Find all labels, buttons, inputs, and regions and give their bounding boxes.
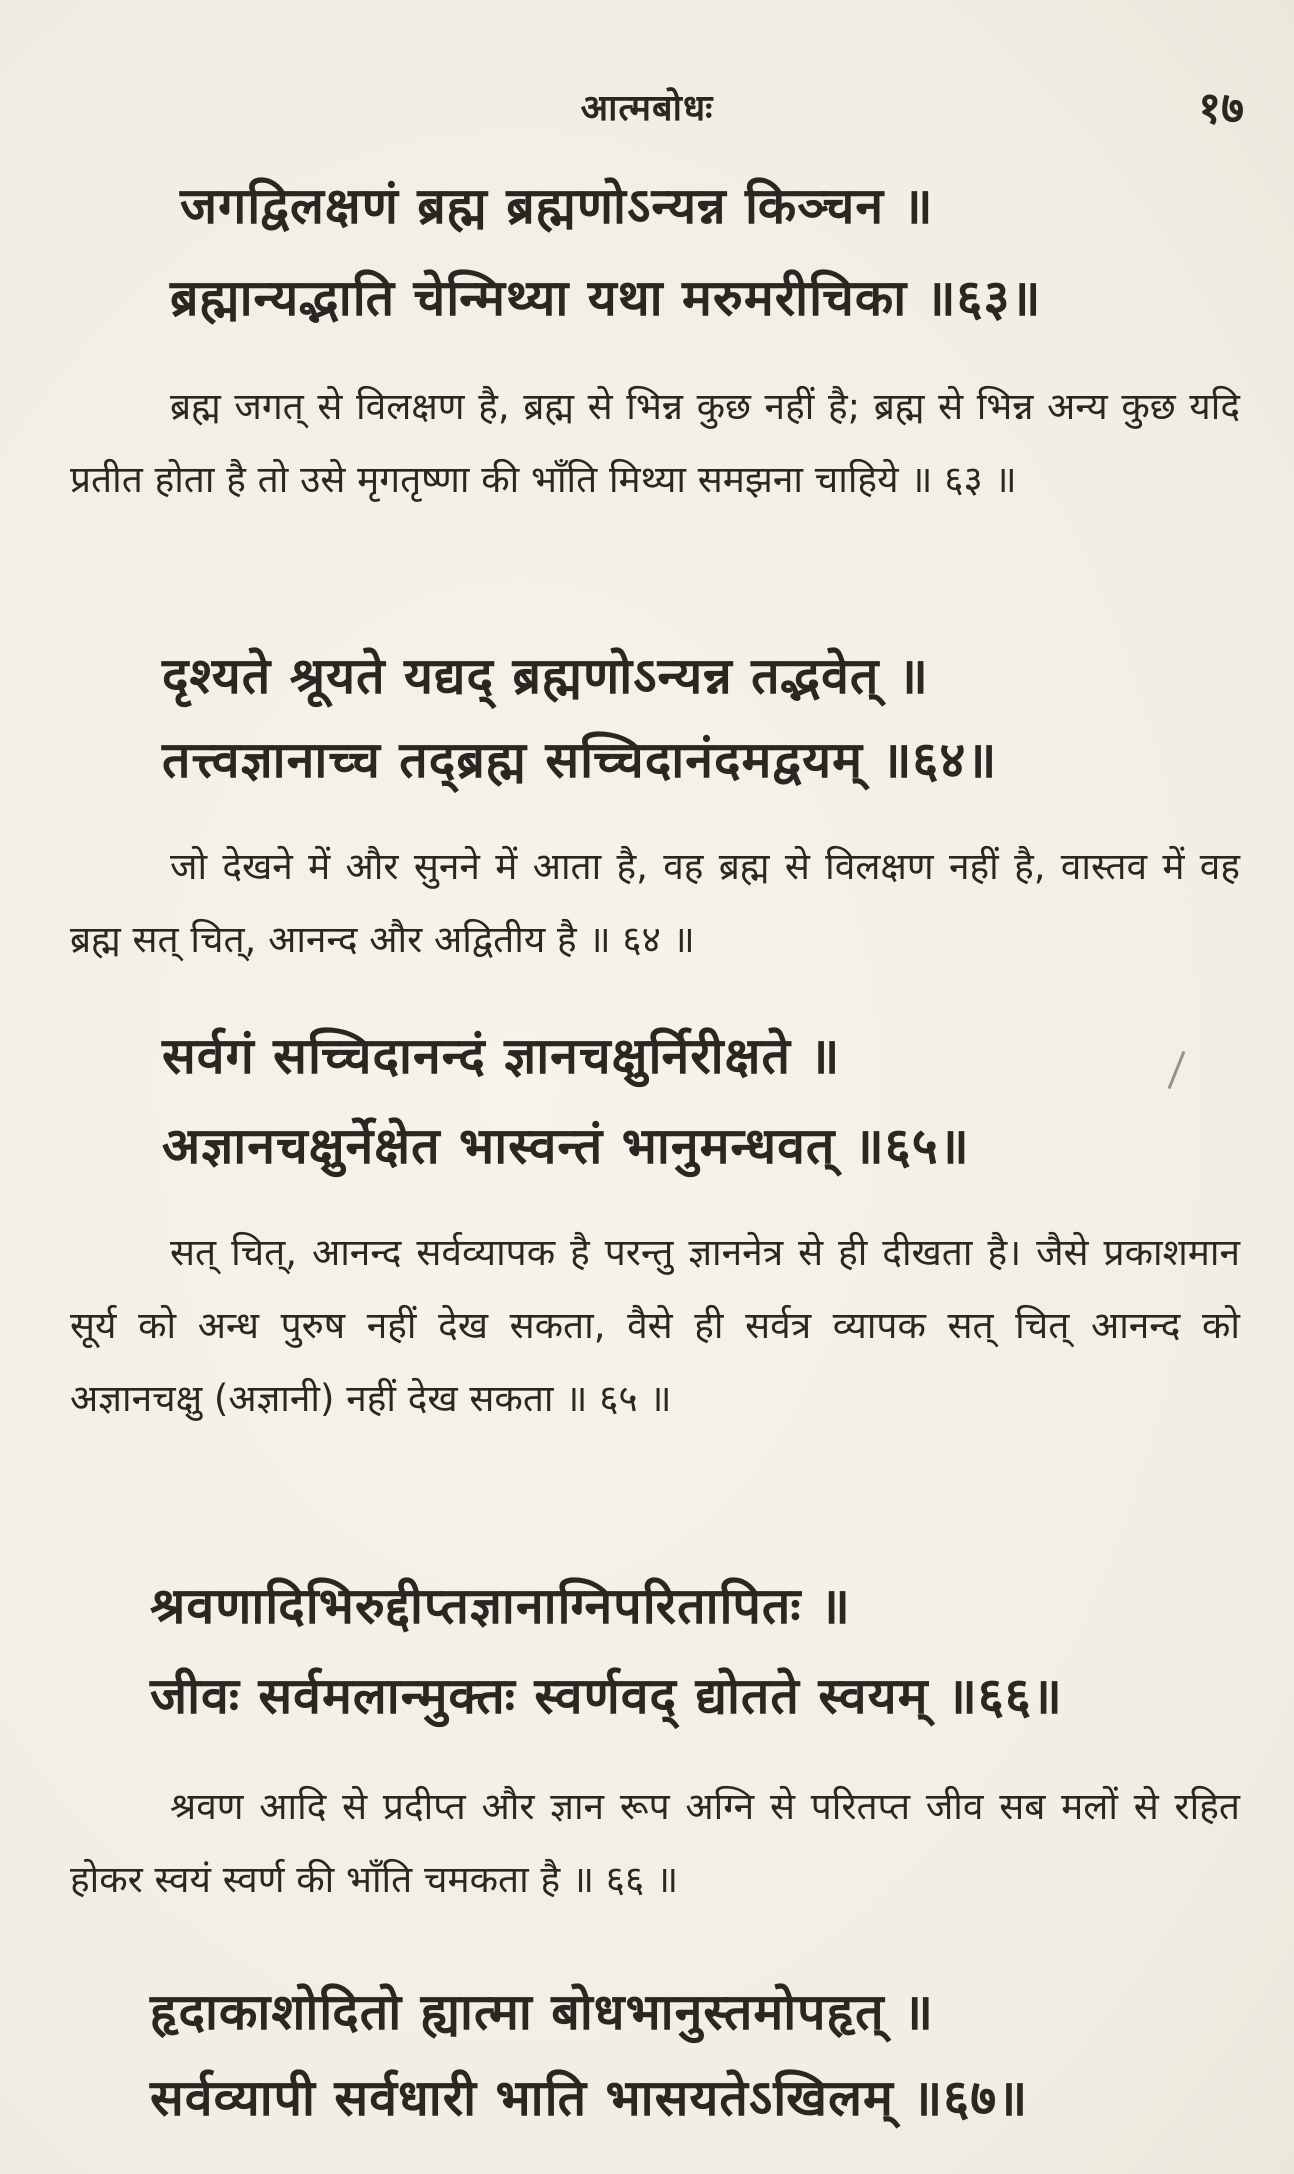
page-number: १७	[1198, 83, 1244, 134]
verse-66-line-1: श्रवणादिभिरुद्दीप्तज्ञानाग्निपरितापितः ॥	[150, 1577, 851, 1635]
commentary-66: श्रवण आदि से प्रदीप्त और ज्ञान रूप अग्नि से परितप्त जीव सब मलों से रहित होकर स्वयं स्वर्ण की भाँति चमकता है ॥ ६६ ॥	[70, 1785, 1240, 1901]
running-title: आत्मबोधः	[580, 88, 714, 129]
verse-65-line-1: सर्वगं सच्चिदानन्दं ज्ञानचक्षुर्निरीक्षते ॥	[162, 1027, 841, 1085]
verse-67-line-2: सर्वव्यापी सर्वधारी भाति भासयतेऽखिलम् ॥६७॥	[150, 2069, 1029, 2127]
verse-64-line-2: तत्त्वज्ञानाच्च तद्ब्रह्म सच्चिदानंदमद्वयम् ॥६४॥	[162, 731, 998, 789]
verse-66-line-2: जीवः सर्वमलान्मुक्तः स्वर्णवद् द्योतते स्वयम् ॥६६॥	[150, 1667, 1063, 1725]
verse-67-line-1: हृदाकाशोदितो ह्यात्मा बोधभानुस्तमोपहृत् ॥	[150, 1983, 934, 2041]
commentary-63: ब्रह्म जगत् से विलक्षण है, ब्रह्म से भिन्न कुछ नहीं है; ब्रह्म से भिन्न अन्य कुछ यदि प्रतीत होता है तो उसे मृगतृष्णा की भाँति मिथ्या समझना चाहिये ॥ ६३ ॥	[70, 385, 1240, 501]
commentary-65: सत् चित्, आनन्द सर्वव्यापक है परन्तु ज्ञाननेत्र से ही दीखता है। जैसे प्रकाशमान सूर्य को अन्ध पुरुष नहीं देख सकता, वैसे ही सर्वत्र व्यापक सत् चित् आनन्द को अज्ञानचक्षु (अज्ञानी) नहीं देख सकता ॥ ६५ ॥	[70, 1231, 1240, 1420]
paper-speck	[1168, 1051, 1186, 1089]
verse-64-line-1: दृश्यते श्रूयते यद्यद् ब्रह्मणोऽन्यन्न तद्भवेत् ॥	[162, 647, 929, 705]
verse-63-line-1: जगद्विलक्षणं ब्रह्म ब्रह्मणोऽन्यन्न किञ्चन ॥	[180, 177, 934, 235]
commentary-64: जो देखने में और सुनने में आता है, वह ब्रह्म से विलक्षण नहीं है, वास्तव में वह ब्रह्म सत् चित्, आनन्द और अद्वितीय है ॥ ६४ ॥	[70, 845, 1240, 961]
verse-65-line-2: अज्ञानचक्षुर्नेक्षेत भास्वन्तं भानुमन्धवत् ॥६५॥	[162, 1117, 970, 1175]
verse-63-line-2: ब्रह्मान्यद्भाति चेन्मिथ्या यथा मरुमरीचिका ॥६३॥	[170, 269, 1042, 327]
